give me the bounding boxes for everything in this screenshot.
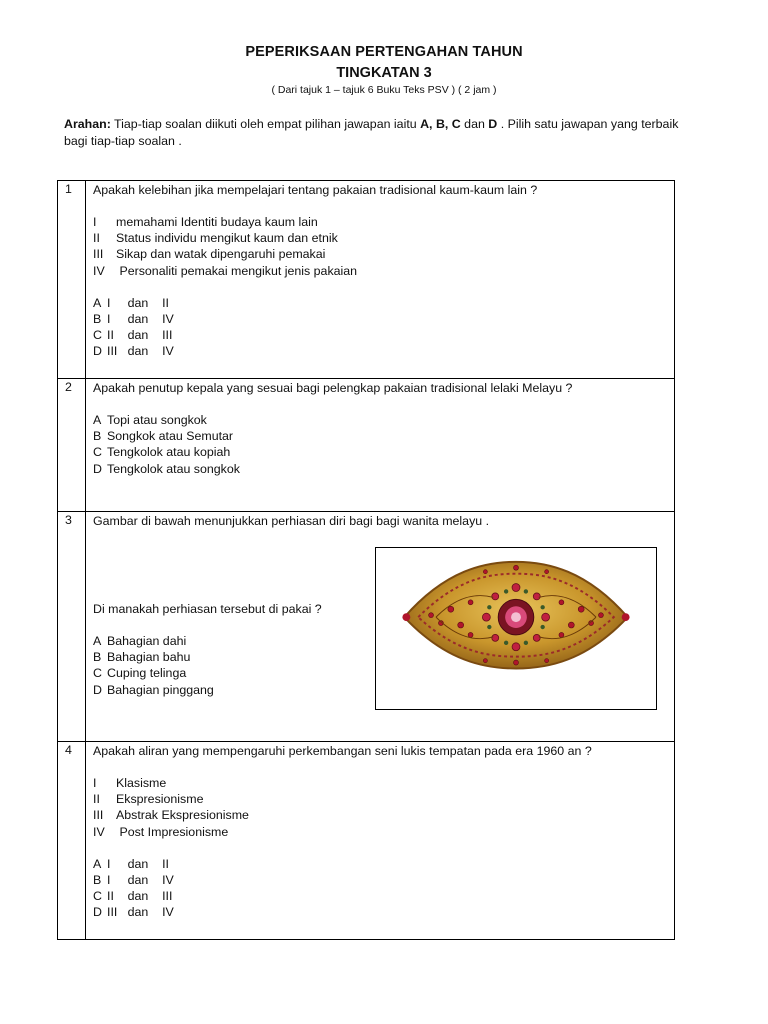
statement-item: IV Personaliti pemakai mengikut jenis pakaian bbox=[93, 263, 358, 278]
exam-header bbox=[0, 44, 768, 96]
question-body bbox=[86, 379, 675, 512]
answer-option: A I dan II bbox=[93, 295, 169, 310]
instructions-letters: A, B, C bbox=[420, 117, 461, 131]
jewellery-image bbox=[375, 547, 657, 710]
instructions-text-c: . Pilih satu jawapan yang terbaik bagi tiap-tiap soalan . bbox=[64, 117, 679, 148]
statement-item: III Abstrak Ekspresionisme bbox=[93, 808, 249, 823]
question-text: Apakah aliran yang mempengaruhi perkembangan seni lukis tempatan pada era 1960 an ? bbox=[93, 744, 592, 758]
question-row-4 bbox=[58, 742, 675, 940]
instructions-text-b: dan bbox=[460, 117, 489, 131]
statement-item: I memahami Identiti budaya kaum lain bbox=[93, 215, 318, 229]
answer-option: C Tengkolok atau kopiah bbox=[93, 445, 231, 460]
answer-option: B Songkok atau Semutar bbox=[93, 429, 234, 444]
statement-item: IV Post Impresionisme bbox=[93, 824, 229, 839]
question-body bbox=[86, 181, 675, 379]
answer-option: B I dan IV bbox=[93, 873, 174, 888]
instructions-text-a: Tiap-tiap soalan diikuti oleh empat pilihan jawapan iaitu bbox=[110, 117, 421, 131]
answer-option: A Topi atau songkok bbox=[93, 413, 207, 427]
answer-option: D III dan IV bbox=[93, 344, 174, 359]
exam-subtitle: ( Dari tajuk 1 – tajuk 6 Buku Teks PSV ) ( 2 jam ) bbox=[271, 84, 497, 96]
answer-option: D Bahagian pinggang bbox=[93, 682, 214, 697]
question-table bbox=[57, 180, 675, 940]
statement-item: II Status individu mengikut kaum dan etnik bbox=[93, 231, 338, 246]
answer-option: A Bahagian dahi bbox=[93, 634, 187, 648]
instructions bbox=[64, 116, 684, 150]
exam-level: TINGKATAN 3 bbox=[336, 65, 432, 81]
instructions-label: Arahan: bbox=[64, 117, 111, 131]
question-number: 2 bbox=[58, 379, 86, 512]
answer-option: B Bahagian bahu bbox=[93, 650, 191, 665]
statement-item: III Sikap dan watak dipengaruhi pemakai bbox=[93, 247, 326, 262]
instructions-letter-d: D bbox=[488, 117, 498, 131]
question-number: 3 bbox=[58, 512, 86, 742]
answer-option: D III dan IV bbox=[93, 905, 174, 920]
answer-option: B I dan IV bbox=[93, 312, 174, 327]
question-row-1 bbox=[58, 181, 675, 379]
question-number: 4 bbox=[58, 742, 86, 940]
question-text: Apakah penutup kepala yang sesuai bagi pelengkap pakaian tradisional lelaki Melayu ? bbox=[93, 381, 573, 395]
answer-option: C Cuping telinga bbox=[93, 666, 187, 681]
question-subtext: Di manakah perhiasan tersebut di pakai ? bbox=[93, 602, 322, 616]
statement-item: II Ekspresionisme bbox=[93, 792, 204, 807]
statement-item: I Klasisme bbox=[93, 776, 167, 790]
question-text: Gambar di bawah menunjukkan perhiasan diri bagi bagi wanita melayu . bbox=[93, 514, 490, 528]
question-row-3 bbox=[58, 512, 675, 742]
answer-option: C II dan III bbox=[93, 328, 173, 343]
question-body bbox=[86, 512, 675, 742]
question-body bbox=[86, 742, 675, 940]
answer-option: A I dan II bbox=[93, 856, 169, 871]
question-row-2 bbox=[58, 379, 675, 512]
question-number: 1 bbox=[58, 181, 86, 379]
answer-option: C II dan III bbox=[93, 889, 173, 904]
question-text: Apakah kelebihan jika mempelajari tentang pakaian tradisional kaum-kaum lain ? bbox=[93, 183, 538, 197]
answer-option: D Tengkolok atau songkok bbox=[93, 461, 240, 476]
exam-title: PEPERIKSAAN PERTENGAHAN TAHUN bbox=[245, 44, 523, 60]
